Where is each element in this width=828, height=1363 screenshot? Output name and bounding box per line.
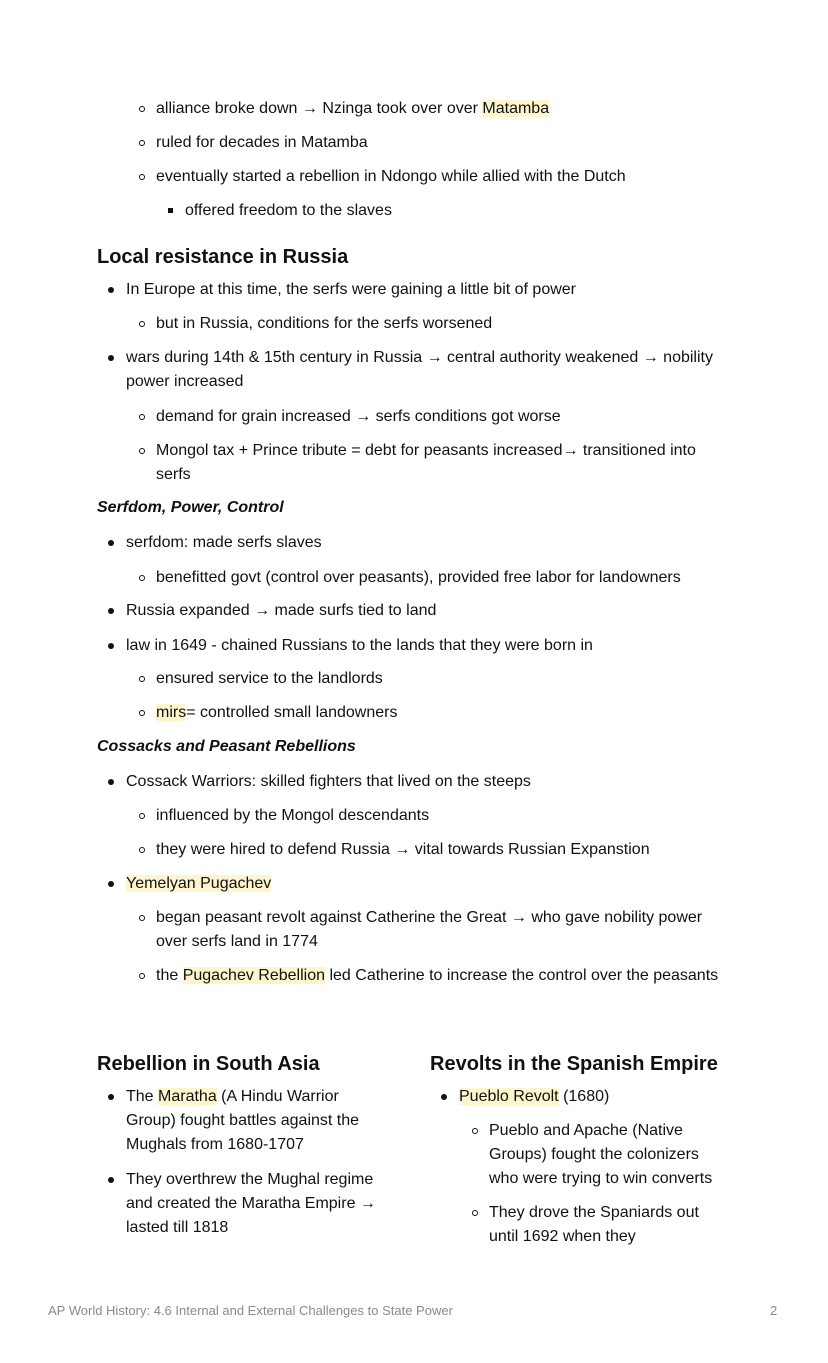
- highlight: mirs: [156, 704, 187, 721]
- section-heading: Rebellion in South Asia: [97, 1053, 320, 1075]
- list-item-continuation: who were trying to win converts: [489, 1170, 713, 1187]
- list-item-continuation: until 1692 when they: [489, 1228, 636, 1245]
- list-item: began peasant revolt against Catherine the Great → who gave nobility power: [156, 906, 702, 930]
- list-item: law in 1649 - chained Russians to the lands that they were born in: [126, 634, 593, 658]
- list-item-continuation: and created the Maratha Empire →: [126, 1195, 376, 1212]
- section-heading: Revolts in the Spanish Empire: [430, 1053, 718, 1075]
- list-item: eventually started a rebellion in Ndongo while allied with the Dutch: [156, 165, 626, 189]
- list-item: offered freedom to the slaves: [185, 199, 392, 223]
- list-item-continuation: Groups) fought the colonizers: [489, 1146, 699, 1163]
- footer-title: AP World History: 4.6 Internal and External Challenges to State Power: [48, 1303, 453, 1318]
- list-item: ruled for decades in Matamba: [156, 131, 368, 155]
- highlight: Matamba: [482, 100, 550, 117]
- list-item: Russia expanded → made surfs tied to land: [126, 599, 436, 623]
- list-item: wars during 14th & 15th century in Russia → central authority weakened → nobility: [126, 346, 713, 370]
- subsection-heading: Serfdom, Power, Control: [97, 499, 284, 516]
- list-item: They overthrew the Mughal regime: [126, 1168, 373, 1192]
- list-item: but in Russia, conditions for the serfs worsened: [156, 312, 492, 336]
- list-item: mirs= controlled small landowners: [156, 701, 397, 725]
- list-item: ensured service to the landlords: [156, 667, 383, 691]
- list-item: In Europe at this time, the serfs were gaining a little bit of power: [126, 278, 576, 302]
- list-item: Cossack Warriors: skilled fighters that lived on the steeps: [126, 770, 531, 794]
- list-item: Mongol tax + Prince tribute = debt for peasants increased→ transitioned into: [156, 439, 696, 463]
- list-item: Pueblo Revolt (1680): [459, 1085, 609, 1109]
- list-item: The Maratha (A Hindu Warrior: [126, 1085, 339, 1109]
- list-item-continuation: power increased: [126, 373, 244, 390]
- list-item: the Pugachev Rebellion led Catherine to increase the control over the peasants: [156, 964, 718, 988]
- list-item: benefitted govt (control over peasants), provided free labor for landowners: [156, 566, 681, 590]
- subsection-heading: Cossacks and Peasant Rebellions: [97, 738, 356, 755]
- highlight: Maratha: [158, 1088, 217, 1105]
- highlight: Pugachev Rebellion: [182, 967, 326, 984]
- page-number: 2: [770, 1303, 778, 1318]
- list-item: They drove the Spaniards out: [489, 1201, 699, 1225]
- list-item: alliance broke down → Nzinga took over over Matamba: [156, 97, 549, 121]
- list-item: influenced by the Mongol descendants: [156, 804, 429, 828]
- section-heading: Local resistance in Russia: [97, 246, 349, 268]
- list-item-continuation: serfs: [156, 466, 191, 483]
- list-item-continuation: Mughals from 1680-1707: [126, 1136, 304, 1153]
- list-item: serfdom: made serfs slaves: [126, 531, 322, 555]
- list-item: [126, 872, 271, 896]
- highlight: Pueblo Revolt: [459, 1088, 559, 1105]
- list-item-continuation: over serfs land in 1774: [156, 933, 318, 950]
- list-item-continuation: Group) fought battles against the: [126, 1112, 360, 1129]
- list-item: they were hired to defend Russia → vital towards Russian Expanstion: [156, 838, 650, 862]
- list-item: demand for grain increased → serfs conditions got worse: [156, 405, 561, 429]
- list-item: Pueblo and Apache (Native: [489, 1119, 683, 1143]
- list-item-continuation: lasted till 1818: [126, 1219, 229, 1236]
- highlight: Yemelyan Pugachev: [126, 875, 272, 892]
